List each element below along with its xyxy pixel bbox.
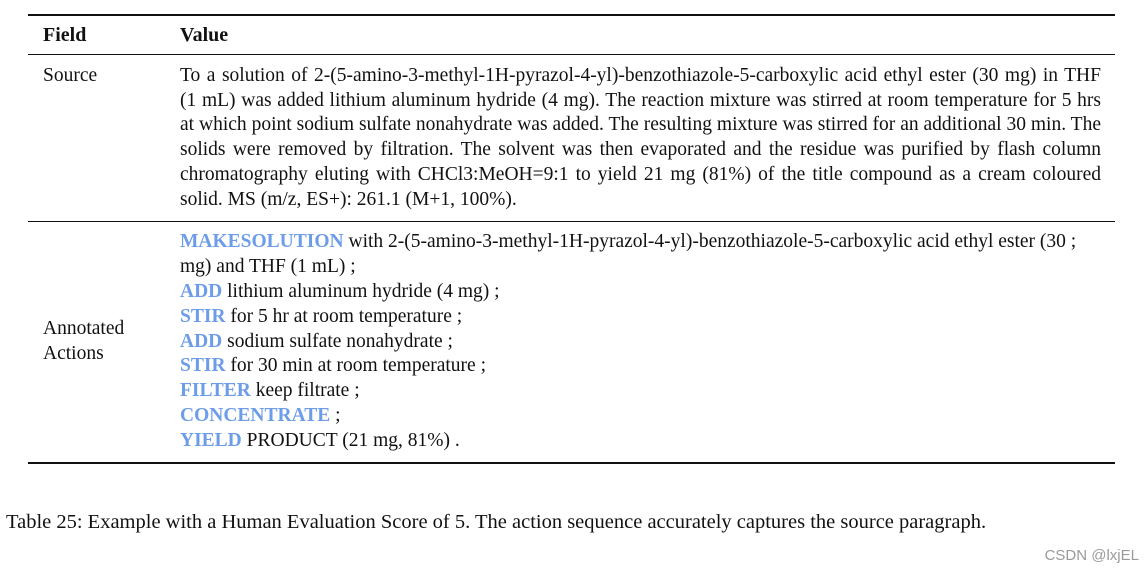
action-item <box>180 230 1101 280</box>
source-row <box>28 55 1115 221</box>
header-field: Field <box>43 23 87 46</box>
action-text: keep filtrate ; <box>250 380 360 402</box>
watermark: CSDN @lxjEL <box>1044 547 1139 564</box>
action-text: lithium aluminum hydride (4 mg) ; <box>222 280 500 302</box>
actions-list <box>180 230 1115 454</box>
action-item <box>180 280 1101 305</box>
action-item <box>180 330 1101 355</box>
table-bottom-rule <box>28 462 1115 464</box>
action-text: for 30 min at room temperature ; <box>225 355 486 377</box>
action-keyword: FILTER <box>180 380 251 402</box>
source-field-label: Source <box>43 65 98 86</box>
header-value: Value <box>180 23 229 46</box>
action-item <box>180 429 1101 454</box>
action-text: sodium sulfate nonahydrate ; <box>222 330 453 352</box>
action-item <box>180 354 1101 379</box>
action-keyword: STIR <box>180 305 226 327</box>
source-paragraph: To a solution of 2-(5-amino-3-methyl-1H-pyrazol-4-yl)-benzothiazole-5-carboxylic acid ethyl ester (30 mg) in THF (1 mL) was added lithium aluminum hydride (4 mg). The reaction mixture was stirred at room temperature for 5 hrs at which point sodium sulfate nonahydrate was added. The resulting mixture was stirred for an additional 30 min. The solids were removed by filtration. The solvent was then evaporated and the residue was purified by flash column chromatography eluting with CHCl3:MeOH=9:1 to yield 21 mg (81%) of the title compound as a cream coloured solid. MS (m/z, ES+): 261.1 (M+1, 100%). <box>180 65 1101 210</box>
action-keyword: STIR <box>180 355 226 377</box>
actions-field-label <box>28 317 180 366</box>
action-text: PRODUCT (21 mg, 81%) . <box>241 429 460 451</box>
example-table <box>28 14 1115 464</box>
action-keyword: CONCENTRATE <box>180 405 331 427</box>
action-text: ; <box>330 405 341 427</box>
action-keyword: YIELD <box>180 429 242 451</box>
action-item <box>180 305 1101 330</box>
action-text: for 5 hr at room temperature ; <box>225 305 463 327</box>
table-caption: Table 25: Example with a Human Evaluation Score of 5. The action sequence accurately captures the source paragraph. <box>6 511 987 533</box>
actions-field-label-line2: Actions <box>43 343 104 365</box>
action-keyword: MAKESOLUTION <box>180 231 344 253</box>
action-keyword: ADD <box>180 280 223 302</box>
actions-row <box>28 222 1115 462</box>
action-item <box>180 379 1101 404</box>
action-text: with 2-(5-amino-3-methyl-1H-pyrazol-4-yl)-benzothiazole-5-carboxylic acid ethyl ester (30 ; mg) and THF (1 mL) ; <box>180 231 1077 278</box>
actions-field-label-line1: Annotated <box>43 318 125 340</box>
action-item <box>180 404 1101 429</box>
action-keyword: ADD <box>180 330 223 352</box>
table-header-row <box>28 16 1115 54</box>
